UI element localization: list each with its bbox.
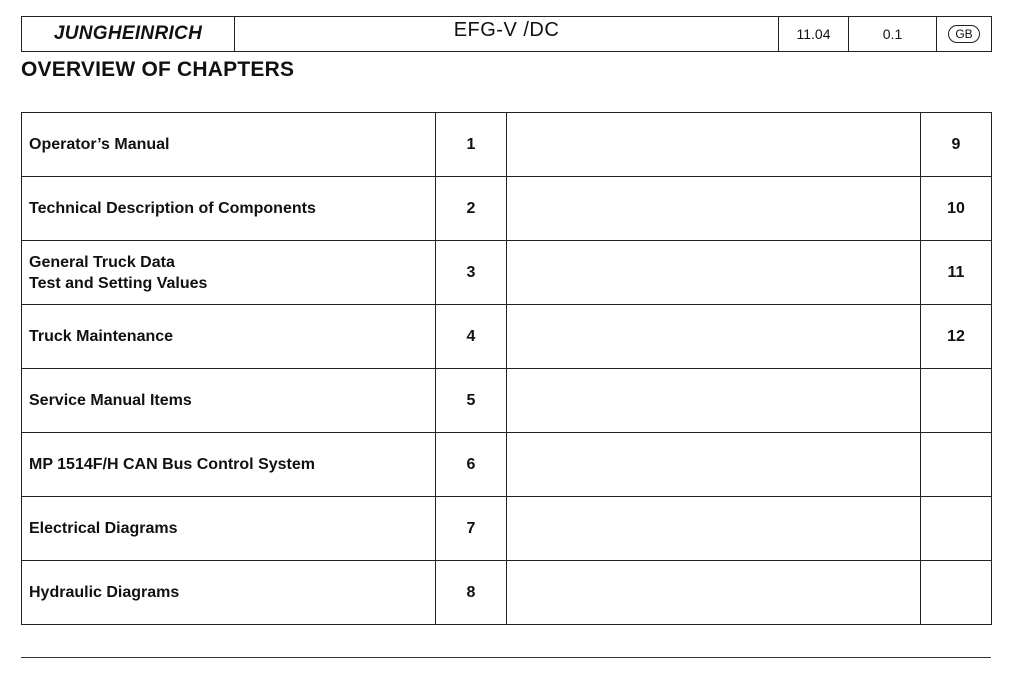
page-title: OVERVIEW OF CHAPTERS (21, 58, 295, 81)
chapter-number: 2 (436, 177, 507, 241)
chapter-number: 7 (436, 497, 507, 561)
footer-divider (21, 657, 991, 658)
chapter-row (22, 177, 992, 241)
chapters-table-body (22, 113, 992, 625)
chapter-number: 8 (436, 561, 507, 625)
chapter-title: Electrical Diagrams (29, 520, 178, 537)
chapter-row (22, 561, 992, 625)
chapter-blank-cell (507, 305, 921, 369)
chapter-title-cell (22, 305, 436, 369)
chapter-title: MP 1514F/H CAN Bus Control System (29, 456, 315, 473)
chapter-title: Service Manual Items (29, 392, 192, 409)
chapter-number: 1 (436, 113, 507, 177)
chapter-blank-cell (507, 241, 921, 305)
chapter-title: Hydraulic Diagrams (29, 584, 180, 601)
chapter-row (22, 113, 992, 177)
language-badge: GB (948, 25, 979, 43)
chapter-title: Truck Maintenance (29, 328, 174, 345)
chapter-title: Technical Description of Components (29, 200, 316, 217)
chapter-title-cell (22, 113, 436, 177)
chapter-title-cell (22, 497, 436, 561)
chapter-row (22, 241, 992, 305)
chapter-number-right (921, 369, 992, 433)
page-number-cell (849, 17, 937, 52)
chapter-number-right: 12 (921, 305, 992, 369)
chapter-title-cell (22, 369, 436, 433)
chapter-title: Test and Setting Values (29, 274, 208, 292)
doc-title: EFG-V /DC (453, 18, 560, 41)
date-cell (779, 17, 849, 52)
chapter-blank-cell (507, 433, 921, 497)
chapter-row (22, 369, 992, 433)
document-header (21, 16, 992, 52)
page-number: 0.1 (882, 26, 903, 42)
chapter-row (22, 497, 992, 561)
brand-logo-cell (22, 17, 235, 52)
chapter-title: General Truck Data (29, 253, 175, 271)
chapter-number: 4 (436, 305, 507, 369)
chapter-number-right (921, 433, 992, 497)
chapter-row (22, 305, 992, 369)
chapter-blank-cell (507, 497, 921, 561)
chapter-number-right: 9 (921, 113, 992, 177)
chapter-number-right: 11 (921, 241, 992, 305)
chapter-title-cell (22, 433, 436, 497)
chapter-number-right (921, 561, 992, 625)
chapter-blank-cell (507, 177, 921, 241)
chapter-blank-cell (507, 561, 921, 625)
doc-date: 11.04 (796, 26, 831, 42)
chapter-blank-cell (507, 113, 921, 177)
chapter-title-cell (22, 241, 436, 305)
chapter-number-right: 10 (921, 177, 992, 241)
chapter-title: Operator’s Manual (29, 136, 170, 153)
language-cell (937, 17, 992, 52)
chapter-title-cell (22, 561, 436, 625)
chapter-row (22, 433, 992, 497)
chapter-blank-cell (507, 369, 921, 433)
chapters-table (21, 112, 992, 625)
brand-logo: JUNGHEINRICH (53, 23, 203, 44)
chapter-number: 5 (436, 369, 507, 433)
chapter-number-right (921, 497, 992, 561)
doc-title-cell (235, 17, 779, 52)
chapter-number: 6 (436, 433, 507, 497)
chapter-title-cell (22, 177, 436, 241)
chapter-number: 3 (436, 241, 507, 305)
